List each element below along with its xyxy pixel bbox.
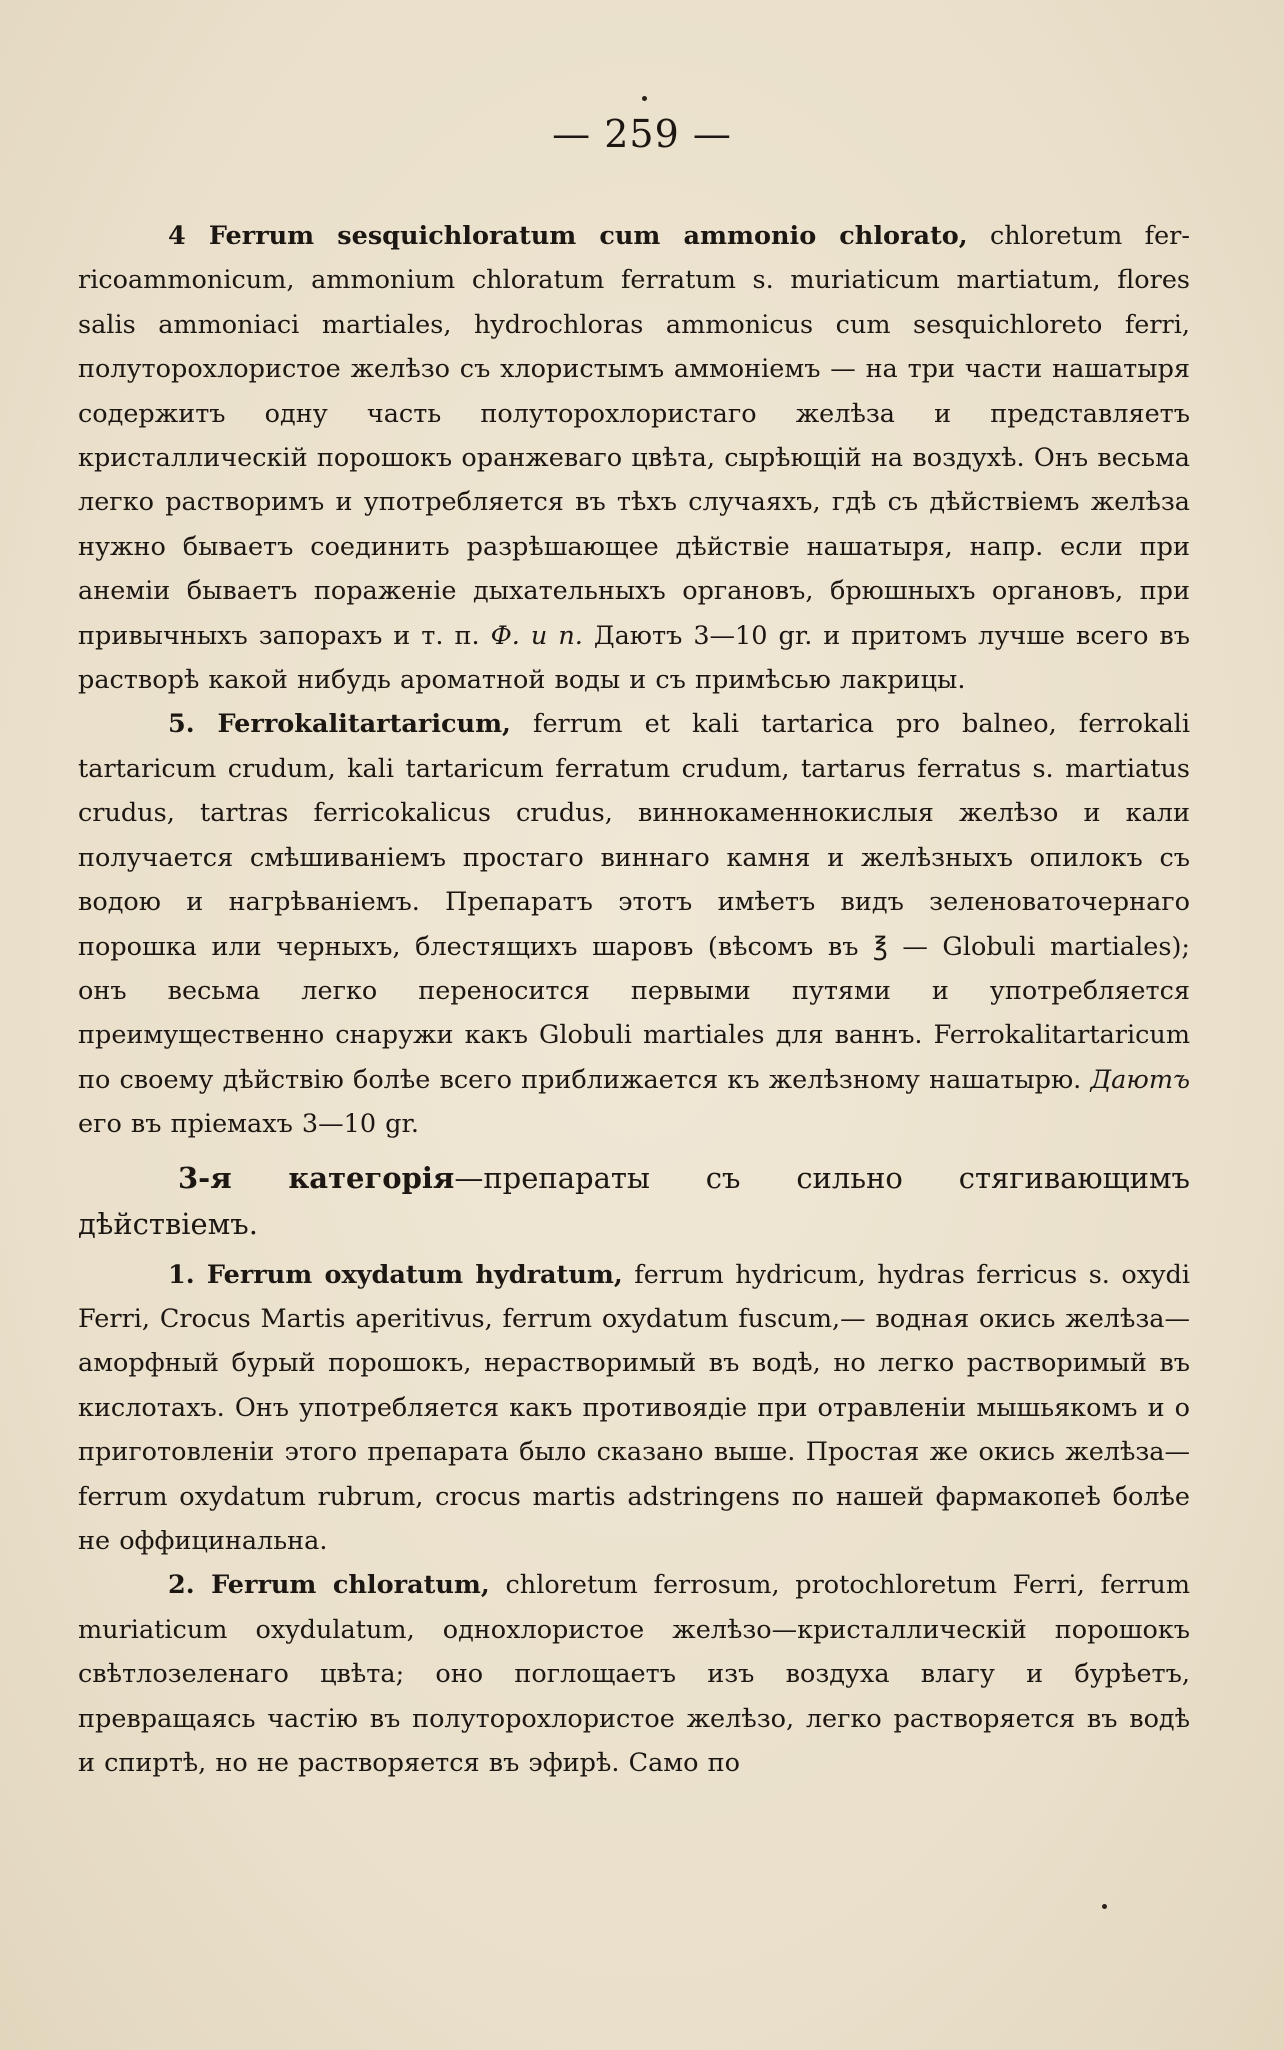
ink-speck: [1102, 1904, 1107, 1909]
entry-abbreviation: Ф. и п.: [490, 620, 583, 651]
entry-italic-word: Даютъ: [1090, 1064, 1191, 1095]
entry-lead: 5. Ferrokalitartaricum,: [168, 709, 511, 740]
entry-text-continued: Даютъ 3—10 gr. и притомъ лучше всего въ растворѣ какой нибудь ароматной воды и съ примѣсью лакрицы.: [78, 620, 1191, 696]
entry-text: ferrum et kali tartarica pro balneo, ferrokali tartaricum crudum, kali tartaricum ferratum crudum, tartarus ferratus s. martiatus crudus, tartras ferricokalicus crudus, виннокаменнокислыя желѣзо и кали получается смѣшиваніемъ простаго виннаго камня и желѣзныхъ опилокъ съ водою и нагрѣваніемъ. Препаратъ этотъ имѣетъ видъ зеленоваточернаго порошка или черныхъ, блестящихъ шаровъ (вѣсомъ въ ℥ — Globuli martiales); онъ весьма легко переносится первыми путями и употребляется преимущественно снаружи какъ Globuli martiales для ваннъ. Ferrokalitartaricum по своему дѣйствію болѣе всего приближается къ желѣзному нашатырю.: [78, 709, 1190, 1095]
body-text: [78, 214, 1190, 1785]
entry-ferrum-oxydatum-hydratum: [78, 1253, 1190, 1564]
page-number: — 259 —: [552, 112, 732, 156]
entry-ferrokalitartaricum: [78, 702, 1190, 1146]
entry-text: chloretum ferricoammonicum, ammonium chloratum ferratum s. muriaticum martiatum, flores salis ammoniaci martiales, hydrochloras ammonicus cum sesquichloreto ferri, полуторохлористое желѣзо съ хлористымъ аммоніемъ — на три части нашатыря содержитъ одну часть полуторохлористаго желѣза и представляетъ кристаллическій порошокъ оранжеваго цвѣта, сырѣющій на воздухѣ. Онъ весьма легко растворимъ и употребляется въ тѣхъ случаяхъ, гдѣ съ дѣйствіемъ желѣза нужно бываетъ соединить разрѣшающее дѣйствіе нашатыря, напр. если при анеміи бываетъ пораженіе дыхательныхъ органовъ, брюшныхъ органовъ, при привычныхъ запорахъ и т. п.: [78, 221, 1191, 651]
entry-ferrum-chloratum: [78, 1563, 1190, 1785]
entry-lead: 2. Ferrum chloratum,: [168, 1570, 490, 1601]
entry-ferrum-sesquichloratum: [78, 214, 1190, 702]
entry-lead: 4 Ferrum sesquichloratum cum ammonio chlorato,: [168, 221, 968, 251]
entry-text-continued: его въ пріемахъ 3—10 gr.: [78, 1109, 420, 1140]
entry-lead: 1. Ferrum oxydatum hydratum,: [168, 1259, 623, 1290]
category-heading: [78, 1155, 1190, 1247]
entry-text: ferrum hydricum, hydras ferricus s. oxydi Ferri, Crocus Martis aperitivus, ferrum oxydatum fuscum,— водная окись желѣза—аморфный бурый порошокъ, нерастворимый въ водѣ, но легко растворимый въ кислотахъ. Онъ употребляется какъ противоядіе при отравленіи мышьякомъ и о приготовленіи этого препарата было сказано выше. Простая же окись желѣза—ferrum oxydatum rubrum, crocus martis adstringens по нашей фармакопеѣ болѣе не оффицинальна.: [78, 1259, 1191, 1556]
category-label: 3-я категорія: [178, 1160, 455, 1195]
category-description: —препараты съ сильно стягивающимъ дѣйствіемъ.: [78, 1160, 1190, 1241]
entry-text: chloretum ferrosum, protochloretum Ferri, ferrum muriaticum oxydulatum, однохлористое желѣзо—кристаллическій порошокъ свѣтлозеленаго цвѣта; оно поглощаетъ изъ воздуха влагу и бурѣетъ, превращаясь частію въ полуторохлористое желѣзо, легко растворяется въ водѣ и спиртѣ, но не растворяется въ эфирѣ. Само по: [78, 1570, 1190, 1778]
ink-speck: [642, 96, 647, 101]
